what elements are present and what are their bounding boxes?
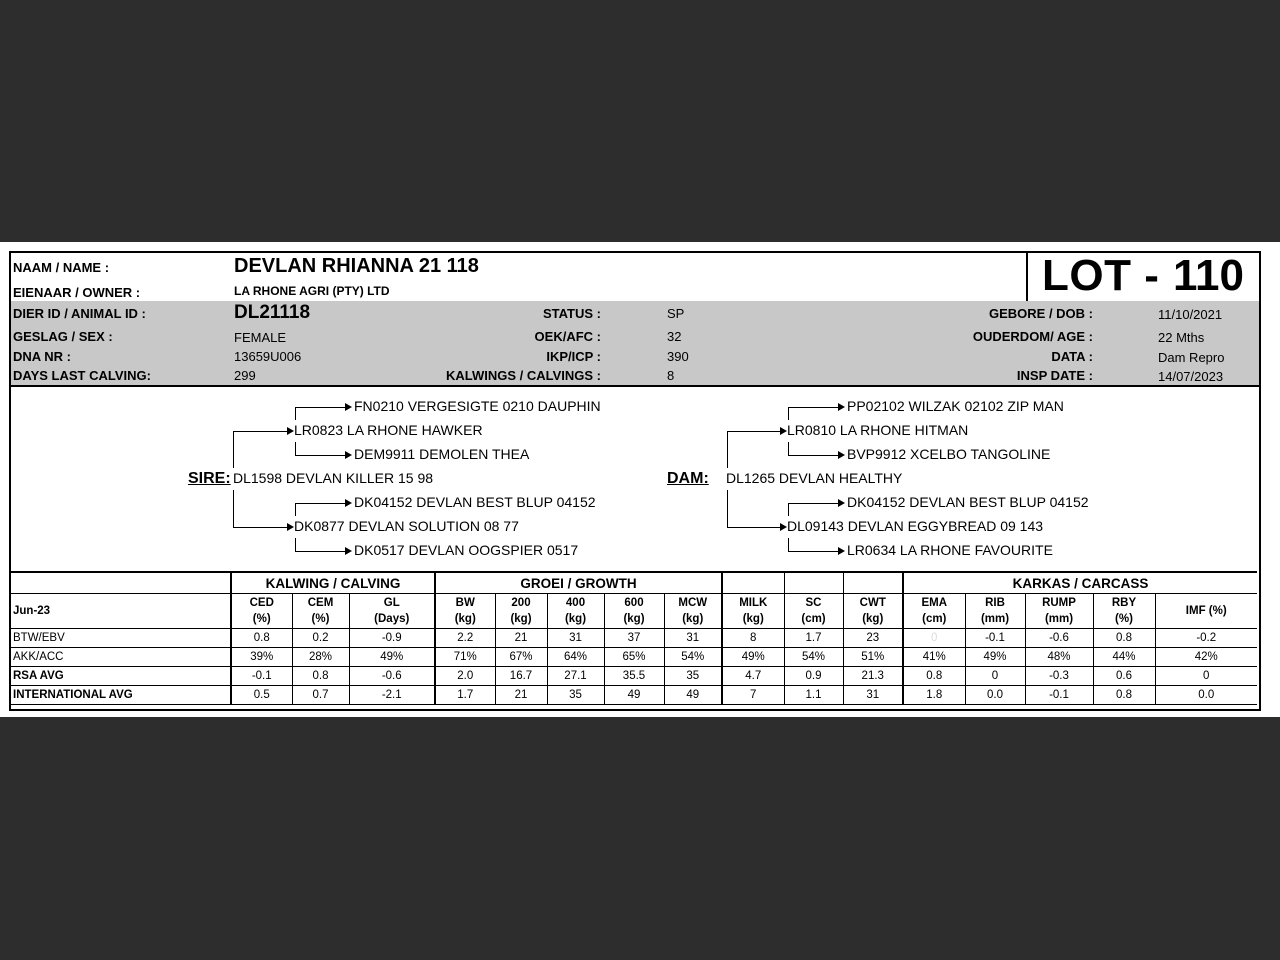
connector-line	[727, 527, 782, 528]
info-section	[11, 301, 1259, 387]
dob-value: 11/10/2021	[1158, 307, 1223, 322]
lot-box	[1026, 253, 1261, 301]
column-header-imf: IMF (%)	[1155, 594, 1257, 629]
dam-sire-name: LR0810 LA RHONE HITMAN	[787, 422, 969, 438]
ebv-cell: 49%	[965, 648, 1025, 667]
connector-line	[788, 407, 789, 420]
ebv-cell: 31	[664, 629, 722, 648]
column-header-bw: BW (kg)	[435, 594, 495, 629]
afc-label: OEK/AFC :	[534, 329, 601, 344]
arrow-right-icon	[780, 427, 787, 435]
animal-name: DEVLAN RHIANNA 21 118	[234, 255, 479, 277]
ebv-cell: 28%	[292, 648, 349, 667]
row-label: INTERNATIONAL AVG	[11, 686, 231, 705]
dam-dam-sire-name: DK04152 DEVLAN BEST BLUP 04152	[847, 494, 1089, 510]
dam-sire-dam-name: BVP9912 XCELBO TANGOLINE	[847, 446, 1051, 462]
sire-label: SIRE:	[188, 470, 231, 487]
name-label: NAAM / NAME :	[13, 260, 110, 275]
arrow-right-icon	[345, 451, 352, 459]
ebv-cell: 71%	[435, 648, 495, 667]
ebv-cell: 64%	[547, 648, 604, 667]
ebv-cell: 67%	[495, 648, 547, 667]
ebv-cell: 23	[843, 629, 903, 648]
connector-line	[788, 407, 840, 408]
pedigree-section	[11, 387, 1259, 571]
connector-line	[233, 431, 289, 432]
ebv-cell: 0.9	[784, 667, 843, 686]
arrow-right-icon	[345, 499, 352, 507]
ebv-cell: 37	[604, 629, 664, 648]
owner-name: LA RHONE AGRI (PTY) LTD	[234, 284, 390, 298]
ebv-cell: 0.8	[903, 667, 965, 686]
group-empty-cell	[11, 572, 231, 594]
group-empty-cell	[784, 572, 843, 594]
ebv-cell: 0.6	[1093, 667, 1155, 686]
ebv-row	[11, 686, 1257, 705]
icp-value: 390	[667, 349, 689, 364]
column-header-gl: GL (Days)	[349, 594, 435, 629]
ebv-cell: -0.6	[349, 667, 435, 686]
arrow-right-icon	[345, 547, 352, 555]
ebv-cell: -0.1	[1025, 686, 1093, 705]
ebv-cell: 21	[495, 686, 547, 705]
dam-dam-name: DL09143 DEVLAN EGGYBREAD 09 143	[787, 518, 1044, 534]
icp-label: IKP/ICP :	[546, 349, 601, 364]
afc-value: 32	[667, 329, 682, 344]
status-label: STATUS :	[542, 306, 601, 321]
arrow-right-icon	[838, 547, 845, 555]
connector-line	[233, 527, 289, 528]
column-header-cem: CEM (%)	[292, 594, 349, 629]
column-header-mcw: MCW (kg)	[664, 594, 722, 629]
days-value: 299	[234, 368, 256, 383]
ebv-cell: -0.6	[1025, 629, 1093, 648]
insp-date-value: 14/07/2023	[1158, 369, 1224, 384]
ebv-cell: -0.9	[349, 629, 435, 648]
ebv-cell: 0	[965, 667, 1025, 686]
arrow-right-icon	[838, 403, 845, 411]
date-label: Jun-23	[11, 594, 231, 629]
arrow-right-icon	[287, 523, 294, 531]
row-label: AKK/ACC	[11, 648, 231, 667]
ebv-table	[11, 571, 1257, 705]
group-empty-cell	[722, 572, 784, 594]
ebv-cell: 49%	[349, 648, 435, 667]
connector-line	[233, 490, 234, 527]
connector-line	[788, 455, 840, 456]
arrow-right-icon	[838, 499, 845, 507]
carcass-group-header: KARKAS / CARCASS	[903, 572, 1257, 594]
dam-label: DAM:	[667, 470, 709, 487]
ebv-cell: 31	[547, 629, 604, 648]
ebv-cell: 0	[1155, 667, 1257, 686]
connector-line	[788, 551, 840, 552]
header-section	[11, 253, 1259, 303]
ebv-cell: 0	[903, 629, 965, 648]
ebv-cell: 49	[664, 686, 722, 705]
ebv-cell: 49%	[722, 648, 784, 667]
owner-label: EIENAAR / OWNER :	[13, 285, 141, 300]
sire-dam-name: DK0877 DEVLAN SOLUTION 08 77	[294, 518, 519, 534]
ebv-cell: 31	[843, 686, 903, 705]
ebv-cell: 1.7	[784, 629, 843, 648]
connector-line	[788, 538, 789, 551]
arrow-right-icon	[780, 523, 787, 531]
connector-line	[295, 551, 347, 552]
calvings-value: 8	[667, 368, 675, 383]
column-header-400: 400 (kg)	[547, 594, 604, 629]
ebv-cell: 27.1	[547, 667, 604, 686]
arrow-right-icon	[838, 451, 845, 459]
ebv-cell: -0.1	[965, 629, 1025, 648]
ebv-cell: 44%	[1093, 648, 1155, 667]
ebv-cell: 4.7	[722, 667, 784, 686]
connector-line	[233, 431, 234, 468]
ebv-cell: 0.8	[292, 667, 349, 686]
connector-line	[295, 503, 296, 516]
age-value: 22 Mths	[1158, 330, 1205, 345]
dam-name: DL1265 DEVLAN HEALTHY	[726, 470, 903, 486]
column-header-rby: RBY (%)	[1093, 594, 1155, 629]
sire-name: DL1598 DEVLAN KILLER 15 98	[233, 470, 434, 486]
ebv-cell: 35	[664, 667, 722, 686]
ebv-cell: 21.3	[843, 667, 903, 686]
ebv-cell: 7	[722, 686, 784, 705]
ebv-cell: -2.1	[349, 686, 435, 705]
animal-id-label: DIER ID / ANIMAL ID :	[13, 306, 146, 321]
column-header-ema: EMA (cm)	[903, 594, 965, 629]
lot-card	[0, 242, 1280, 717]
ebv-cell: 0.5	[231, 686, 292, 705]
connector-line	[788, 503, 789, 516]
ebv-cell: 54%	[664, 648, 722, 667]
dob-label: GEBORE / DOB :	[988, 306, 1093, 321]
card-frame	[9, 251, 1261, 711]
ebv-cell: 0.0	[1155, 686, 1257, 705]
ebv-cell: -0.3	[1025, 667, 1093, 686]
connector-line	[727, 490, 728, 527]
dna-value: 13659U006	[234, 349, 302, 364]
ebv-cell: 48%	[1025, 648, 1093, 667]
row-label: BTW/EBV	[11, 629, 231, 648]
ebv-cell: 1.7	[435, 686, 495, 705]
ebv-cell: 41%	[903, 648, 965, 667]
column-header-rump: RUMP (mm)	[1025, 594, 1093, 629]
column-header-rib: RIB (mm)	[965, 594, 1025, 629]
sire-sire-sire-name: FN0210 VERGESIGTE 0210 DAUPHIN	[354, 398, 601, 414]
ebv-cell: 21	[495, 629, 547, 648]
row-label: RSA AVG	[11, 667, 231, 686]
dam-dam-dam-name: LR0634 LA RHONE FAVOURITE	[847, 542, 1053, 558]
ebv-cell: 1.8	[903, 686, 965, 705]
sex-label: GESLAG / SEX :	[13, 329, 113, 344]
ebv-cell: -0.2	[1155, 629, 1257, 648]
lot-number: 110	[1173, 251, 1244, 300]
ebv-group-row	[11, 572, 1257, 594]
connector-line	[727, 431, 728, 468]
column-header-ced: CED (%)	[231, 594, 292, 629]
column-header-cwt: CWT (kg)	[843, 594, 903, 629]
connector-line	[295, 538, 296, 551]
ebv-cell: 54%	[784, 648, 843, 667]
ebv-cell: 35.5	[604, 667, 664, 686]
sire-sire-name: LR0823 LA RHONE HAWKER	[294, 422, 483, 438]
ebv-cell: 16.7	[495, 667, 547, 686]
insp-date-label: INSP DATE :	[1016, 368, 1093, 383]
connector-line	[788, 503, 840, 504]
calvings-label: KALWINGS / CALVINGS :	[445, 368, 601, 383]
arrow-right-icon	[287, 427, 294, 435]
column-header-600: 600 (kg)	[604, 594, 664, 629]
ebv-cell: 0.2	[292, 629, 349, 648]
calving-group-header: KALWING / CALVING	[231, 572, 435, 594]
ebv-cell: 0.0	[965, 686, 1025, 705]
ebv-cell: 39%	[231, 648, 292, 667]
ebv-cell: 0.8	[231, 629, 292, 648]
lot-label: LOT -	[1042, 251, 1160, 300]
ebv-cell: 42%	[1155, 648, 1257, 667]
sex-value: FEMALE	[234, 330, 287, 345]
data-value: Dam Repro	[1158, 350, 1225, 365]
status-value: SP	[667, 306, 685, 321]
sire-dam-sire-name: DK04152 DEVLAN BEST BLUP 04152	[354, 494, 596, 510]
ebv-header-row	[11, 594, 1257, 629]
ebv-cell: 65%	[604, 648, 664, 667]
growth-group-header: GROEI / GROWTH	[435, 572, 722, 594]
connector-line	[295, 442, 296, 455]
ebv-cell: 51%	[843, 648, 903, 667]
ebv-cell: 2.0	[435, 667, 495, 686]
ebv-cell: 35	[547, 686, 604, 705]
dna-label: DNA NR :	[13, 349, 72, 364]
ebv-cell: 0.8	[1093, 629, 1155, 648]
sire-sire-dam-name: DEM9911 DEMOLEN THEA	[354, 446, 530, 462]
arrow-right-icon	[345, 403, 352, 411]
data-label: DATA :	[1051, 349, 1093, 364]
ebv-cell: 2.2	[435, 629, 495, 648]
column-header-milk: MILK (kg)	[722, 594, 784, 629]
ebv-cell: 0.8	[1093, 686, 1155, 705]
sire-dam-dam-name: DK0517 DEVLAN OOGSPIER 0517	[354, 542, 579, 558]
connector-line	[788, 442, 789, 455]
dam-sire-sire-name: PP02102 WILZAK 02102 ZIP MAN	[847, 398, 1064, 414]
connector-line	[295, 455, 347, 456]
ebv-cell: 8	[722, 629, 784, 648]
ebv-row	[11, 629, 1257, 648]
group-empty-cell	[843, 572, 903, 594]
age-label: OUDERDOM/ AGE :	[972, 329, 1093, 344]
animal-id-value: DL21118	[234, 302, 311, 323]
connector-line	[295, 407, 347, 408]
column-header-200: 200 (kg)	[495, 594, 547, 629]
ebv-cell: 0.7	[292, 686, 349, 705]
ebv-cell: -0.1	[231, 667, 292, 686]
ebv-cell: 1.1	[784, 686, 843, 705]
ebv-row	[11, 667, 1257, 686]
days-label: DAYS LAST CALVING:	[13, 368, 151, 383]
ebv-row	[11, 648, 1257, 667]
column-header-sc: SC (cm)	[784, 594, 843, 629]
connector-line	[295, 407, 296, 420]
connector-line	[295, 503, 347, 504]
connector-line	[727, 431, 782, 432]
ebv-cell: 49	[604, 686, 664, 705]
